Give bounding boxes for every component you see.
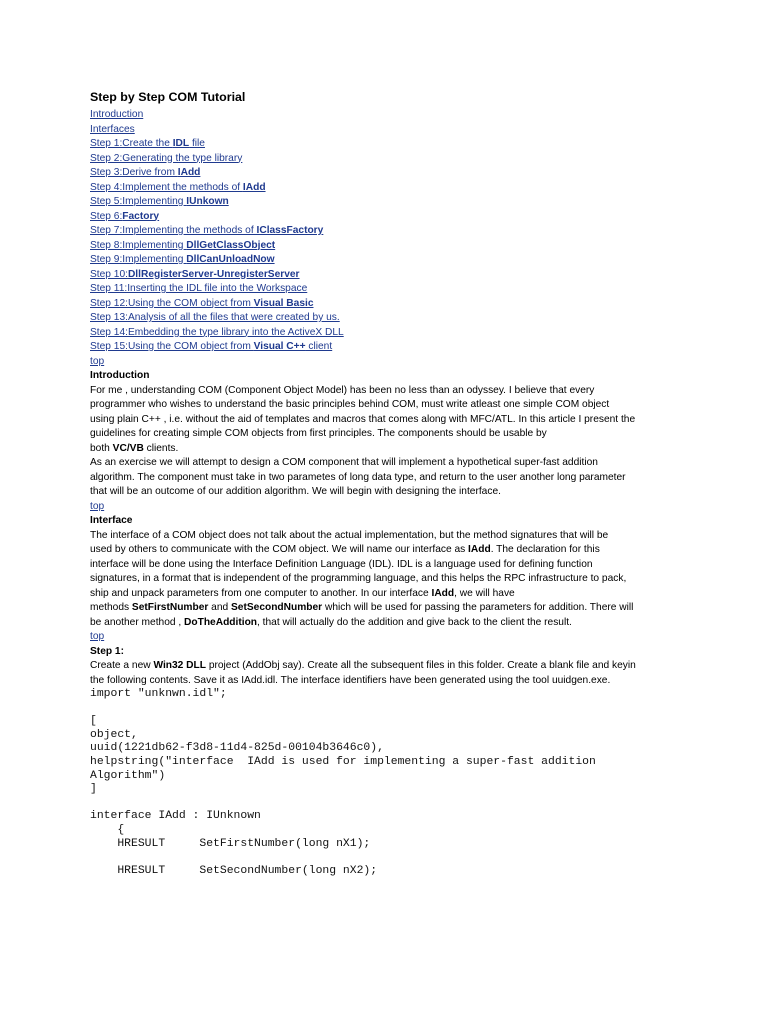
idl-code-block: import "unknwn.idl"; [ object, uuid(1221db62-f3d8-11d4-825d-00104b3646c0), helpstring("interface IAdd is used for implementing a super-fast addition Algorithm") ] interface IAdd : IUnknown { HRESULT SetFirstNumber(long nX1); HRESULT SetSecondNumber(long nX2); (90, 688, 596, 877)
toc-link-step-7[interactable]: Step 7:Implementing the methods of IClassFactory (90, 225, 324, 236)
toc-link-step-9[interactable]: Step 9:Implementing DllCanUnloadNow (90, 254, 275, 265)
toc-link-step-12[interactable]: Step 12:Using the COM object from Visual Basic (90, 297, 314, 309)
toc-link-step-13[interactable]: Step 13:Analysis of all the files that were created by us. (90, 312, 340, 323)
interface-heading: Interface (90, 515, 133, 526)
toc-link-step-6[interactable]: Step 6:Factory (90, 210, 160, 222)
toc-link-interfaces[interactable]: Interfaces (90, 123, 135, 135)
toc-link-step-10[interactable]: Step 10:DllRegisterServer-UnregisterServer (90, 268, 300, 280)
toc-link-step-15[interactable]: Step 15:Using the COM object from Visual C++ client (90, 341, 333, 352)
toc-link-step-4[interactable]: Step 4:Implement the methods of IAdd (90, 181, 266, 193)
introduction-heading: Introduction (90, 370, 150, 381)
top-link[interactable]: top (90, 631, 105, 642)
toc-link-step-14[interactable]: Step 14:Embedding the type library into the ActiveX DLL (90, 326, 344, 338)
document-content (90, 90, 680, 878)
step-1-heading: Step 1: (90, 645, 124, 657)
toc-link-step-3[interactable]: Step 3:Derive from IAdd (90, 167, 201, 178)
toc-link-introduction[interactable]: Introduction (90, 109, 144, 120)
step-1-paragraph: Create a new Win32 DLL project (AddObj say). Create all the subsequent files in this folder. Create a blank file and keyin the following contents. Save it as IAdd.idl. The interface identifiers have been generated using the tool uuidgen.exe. (90, 660, 636, 686)
toc-link-step-1[interactable]: Step 1:Create the IDL file (90, 138, 205, 149)
document-title: Step by Step COM Tutorial (90, 90, 246, 104)
toc-link-step-2[interactable]: Step 2:Generating the type library (90, 152, 243, 164)
toc-link-step-5[interactable]: Step 5:Implementing IUnkown (90, 196, 229, 207)
toc-link-step-8[interactable]: Step 8:Implementing DllGetClassObject (90, 239, 276, 251)
toc-link-step-11[interactable]: Step 11:Inserting the IDL file into the Workspace (90, 283, 308, 294)
top-link[interactable]: top (90, 500, 105, 512)
interface-paragraph: The interface of a COM object does not talk about the actual implementation, but the method signatures that will be used by others to communicate with the COM object. We will name our interface as IAdd. The declaration for this interface will be done using the Interface Definition Language (IDL). IDL is a language used for defining function signatures, in a format that is independent of the programming language, and this helps the RPC infrastructure to pack, ship and unpack parameters from one computer to another. In our interface IAdd, we will have methods SetFirstNumber and SetSecondNumber which will be used for passing the parameters for addition. There will be another method , DoTheAddition, that will actually do the addition and give back to the client the result. (90, 529, 634, 628)
introduction-paragraph-2: As an exercise we will attempt to design a COM component that will implement a hypothetical super-fast addition algorithm. The component must take in two parametes of long data type, and return to the user another long parameter that will be an outcome of our addition algorithm. We will begin with designing the interface. (90, 457, 626, 497)
top-link[interactable]: top (90, 355, 105, 367)
introduction-paragraph-1: For me , understanding COM (Component Object Model) has been no less than an odyssey. I believe that every programmer who wishes to understand the basic principles behind COM, must write atleast one simple COM object using plain C++ , i.e. without the aid of templates and macros that comes along with MFC/ATL. In this article I present the guidelines for creating simple COM objects from first principles. The components should be usable by both VC/VB clients. (90, 384, 636, 454)
table-of-contents (90, 108, 680, 355)
